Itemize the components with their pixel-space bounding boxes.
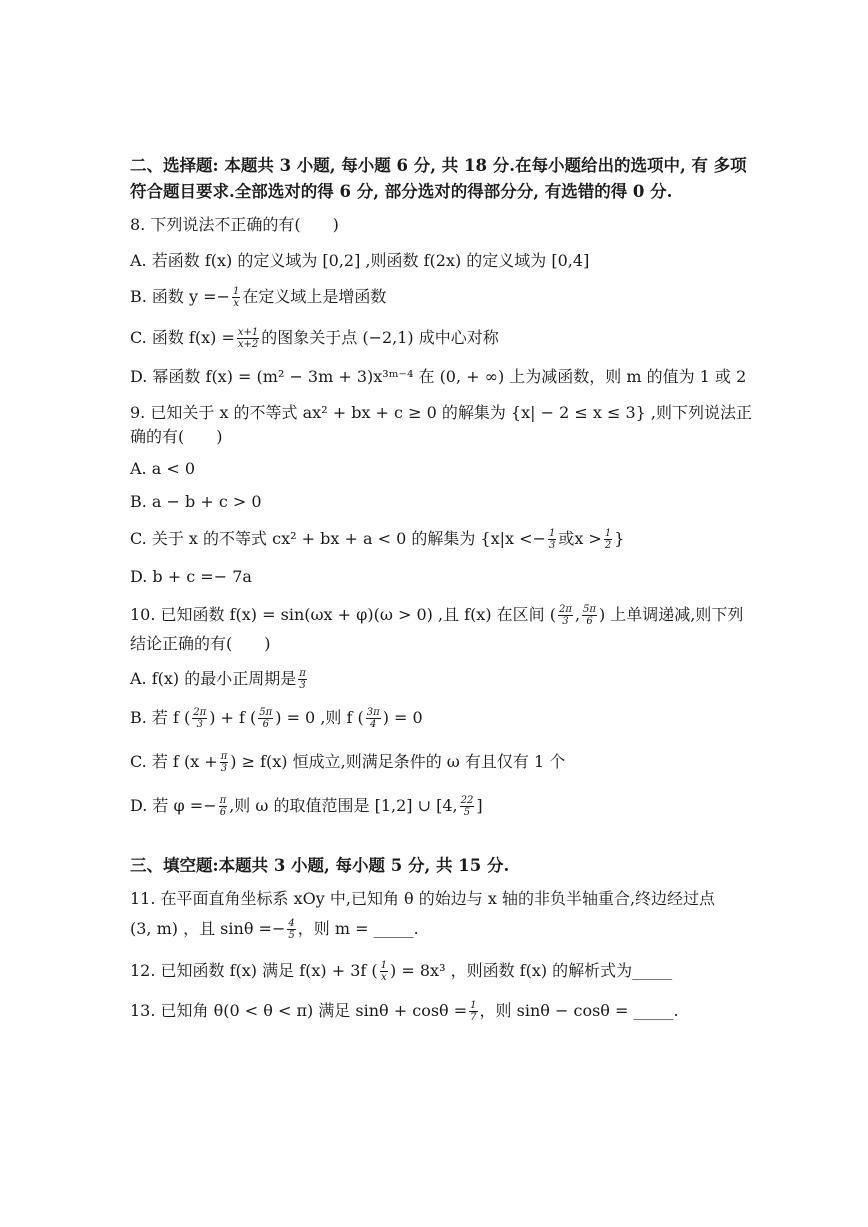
section3-title: 三、填空题:本题共 3 小题, 每小题 5 分, 共 15 分. <box>130 856 510 875</box>
fraction: $\frac{1}{x}$ <box>232 286 240 309</box>
q8-option-c: C. 函数 f(x) = $\frac{x+1}{x+2}$ 的图象关于点 (−2,1) 成中心对称 <box>130 327 499 350</box>
q11-line1: 11. 在平面直角坐标系 xOy 中,已知角 θ 的始边与 x 轴的非负半轴重合,终边经过点 <box>130 889 716 908</box>
q10-stem-line2: 结论正确的有( ) <box>130 634 271 653</box>
q12-line: 12. 已知函数 f(x) 满足 f(x) + 3f ( $\frac{1}{x}$ ) = 8x³ ，则函数 f(x) 的解析式为_____ <box>130 960 673 983</box>
q10-stem-line1: 10. 已知函数 f(x) = sin(ωx + φ)(ω > 0) ,且 f(x) 在区间 ( $\frac{2\pi}{3}$ , $\frac{5\pi}{6}$ ) 上单调递减,则下列 <box>130 604 744 627</box>
fraction: $\frac{1}{3}$ <box>548 528 556 551</box>
q8-stem: 8. 下列说法不正确的有( ) <box>130 215 339 234</box>
q10-option-d: D. 若 φ =− $\frac{\pi}{6}$ ,则 ω 的取值范围是 [1,2] ∪ [4, $\frac{22}{5}$ ] <box>130 795 483 818</box>
fraction: $\frac{3\pi}{4}$ <box>366 707 380 730</box>
fraction: $\frac{\pi}{3}$ <box>220 751 228 774</box>
q13-line: 13. 已知角 θ(0 < θ < π) 满足 sinθ + cosθ = $\frac{1}{7}$ ，则 sinθ − cosθ = _____. <box>130 1000 679 1023</box>
q9-option-c: C. 关于 x 的不等式 cx² + bx + a < 0 的解集为 {x|x <− $\frac{1}{3}$ 或x > $\frac{1}{2}$ } <box>130 528 625 551</box>
q9-option-a: A. a < 0 <box>130 459 196 478</box>
q10-option-b: B. 若 f ( $\frac{2\pi}{3}$ ) + f ( $\frac{5\pi}{6}$ ) = 0 ,则 f ( $\frac{3\pi}{4}$ ) = 0 <box>130 707 423 730</box>
q8-option-a: A. 若函数 f(x) 的定义域为 [0,2] ,则函数 f(2x) 的定义域为 [0,4] <box>130 251 590 270</box>
q8-option-b: B. 函数 y =− $\frac{1}{x}$ 在定义域上是增函数 <box>130 286 387 309</box>
fraction: $\frac{2\pi}{3}$ <box>193 707 207 730</box>
fraction: $\frac{1}{x}$ <box>380 960 388 983</box>
fraction: $\frac{\pi}{3}$ <box>299 668 306 691</box>
fraction: $\frac{22}{5}$ <box>460 795 474 818</box>
fraction: $\frac{1}{7}$ <box>470 1000 477 1023</box>
fraction: $\frac{5\pi}{6}$ <box>583 604 596 627</box>
fraction: $\frac{5\pi}{6}$ <box>259 707 273 730</box>
q9-stem-line2: 确的有( ) <box>130 427 223 446</box>
fraction: $\frac{1}{2}$ <box>604 528 612 551</box>
q10-option-a: A. f(x) 的最小正周期是 $\frac{\pi}{3}$ <box>130 668 306 691</box>
section2-title-line2: 符合题目要求.全部选对的得 6 分, 部分选对的得部分分, 有选错的得 0 分. <box>130 182 673 201</box>
q10-option-c: C. 若 f (x + $\frac{\pi}{3}$ ) ≥ f(x) 恒成立,则满足条件的 ω 有且仅有 1 个 <box>130 751 566 774</box>
q11-line2: (3, m) ，且 sinθ =− $\frac{4}{5}$ ，则 m = _____. <box>130 918 419 941</box>
section2-title-line1: 二、选择题: 本题共 3 小题, 每小题 6 分, 共 18 分.在每小题给出的选项中, 有 多项 <box>130 156 747 175</box>
q9-option-b: B. a − b + c > 0 <box>130 492 262 511</box>
q9-option-d: D. b + c =− 7a <box>130 567 252 586</box>
q9-stem-line1: 9. 已知关于 x 的不等式 ax² + bx + c ≥ 0 的解集为 {x| − 2 ≤ x ≤ 3} ,则下列说法正 <box>130 403 752 422</box>
fraction: $\frac{x+1}{x+2}$ <box>237 327 259 350</box>
fraction: $\frac{2\pi}{3}$ <box>559 604 572 627</box>
fraction: $\frac{\pi}{6}$ <box>219 795 227 818</box>
fraction: $\frac{4}{5}$ <box>288 918 295 941</box>
q8-option-d: D. 幂函数 f(x) = (m² − 3m + 3)x³ᵐ⁻⁴ 在 (0, + ∞) 上为减函数，则 m 的值为 1 或 2 <box>130 367 747 386</box>
